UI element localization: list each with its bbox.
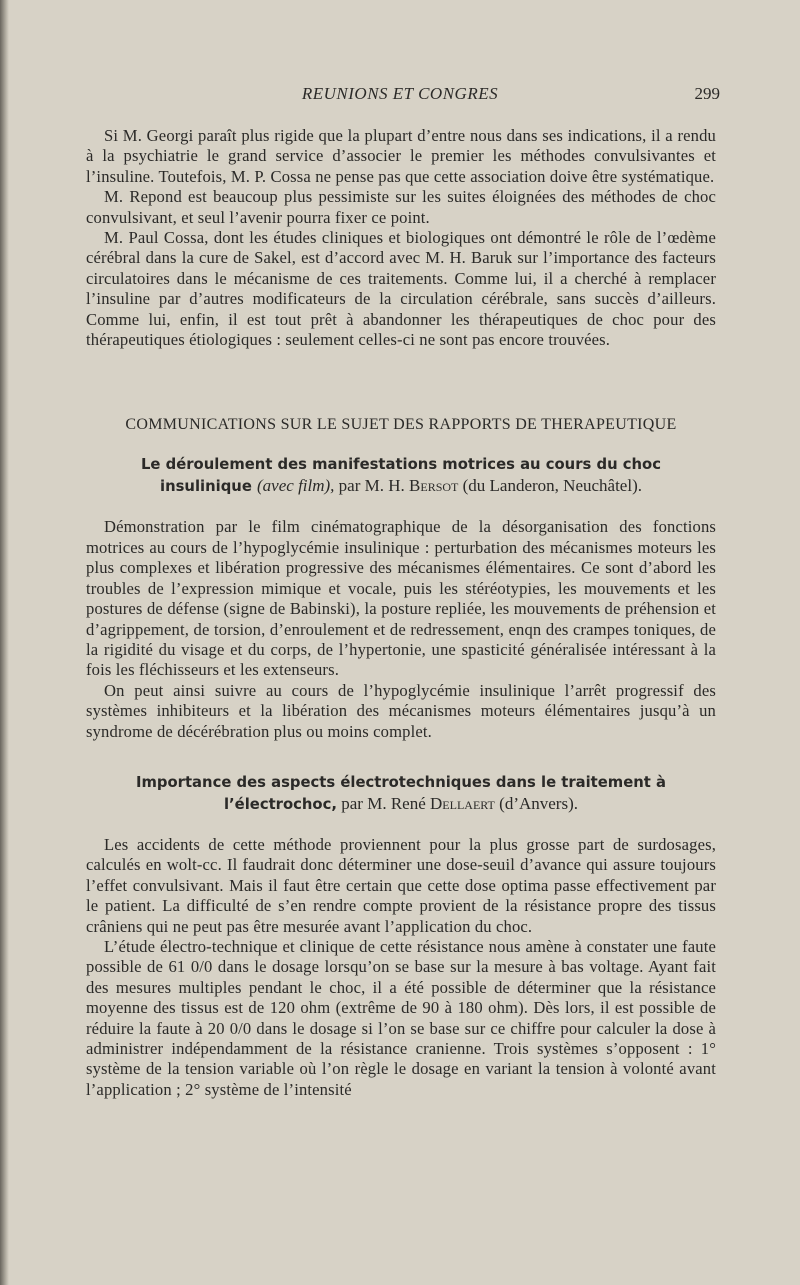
page-header xyxy=(0,84,800,108)
section-heading: COMMUNICATIONS SUR LE SUJET DES RAPPORTS DE THERAPEUTIQUE xyxy=(125,416,677,434)
body-paragraph: M. Repond est beaucoup plus pessimiste sur les suites éloignées des méthodes de choc convulsivant, et seul l’avenir pourra fixer ce point. xyxy=(86,187,716,227)
article-title-note: (avec film), xyxy=(257,476,335,496)
body-paragraph: L’étude électro-technique et clinique de cette résistance nous amène à constater une faute possible de 61 0/0 dans le dosage lorsqu’on se base sur la mesure à bas voltage. Ayant fait des mesures multiples pendant le choc, il a été possible de déterminer que la résistance moyenne des tissus est de 120 ohm (extrême de 90 à 180 ohm). Dès lors, il est possible de réduire la faute à 20 0/0 dans le dosage si l’on se base sur ce chiffre pour calculer la dose à administrer indépendamment de la résistance cranienne. Trois systèmes s’opposent : 1° système de la tension variable où l’on règle le dosage en variant la tension à volonté avant l’application ; 2° système de l’intensité xyxy=(86,936,716,1099)
article-title-main: Le déroulement des manifestations motrices au cours du choc insulinique xyxy=(140,456,661,496)
article-author: Bersot xyxy=(409,476,459,496)
body-paragraph: Démonstration par le film cinématographique de la désorganisation des fonctions motrices au cours de l’hypoglycémie insulinique : perturbation des mécanismes moteurs les plus complexes et libération progressive des mécanismes élémentaires. Ce sont d’abord les troubles de l’expression mimique et vocale, puis les stéréotypies, les mouvements et les postures de défense (signe de Babinski), la posture repliée, les mouvements de préhension et d’agrippement, de torsion, d’enroulement et de redressement, enqn des crampes toniques, de la rigidité du visage et du corps, de l’hypertonie, une spasticité généralisée intéressant à la fois les fléchisseurs et les extenseurs. xyxy=(86,517,716,680)
running-title: REUNIONS ET CONGRES xyxy=(301,84,499,103)
article-title-main: Importance des aspects électrotechniques dans le traitement à l’électrochoc, xyxy=(136,773,666,813)
body-paragraph: M. Paul Cossa, dont les études cliniques et biologiques ont démontré le rôle de l’œdème cérébral dans la cure de Sakel, est d’accord avec M. H. Baruk sur l’importance des facteurs circulatoires dans le mécanisme de ces traitements. Comme lui, il a cherché à remplacer l’insuline par d’autres modificateurs de la circulation cérébrale, sans succès d’ailleurs. Comme lui, enfin, il est tout prêt à abandonner les thérapeutiques de choc pour des thérapeutiques étiologiques : seulement celles-ci ne sont pas encore trouvées. xyxy=(86,228,716,350)
article-affiliation: (du Landeron, Neuchâtel). xyxy=(458,476,642,496)
article-title-by: par M. René xyxy=(337,793,431,813)
article-title-by: par M. H. xyxy=(334,476,410,496)
article-title xyxy=(86,454,716,497)
article-affiliation: (d’Anvers). xyxy=(494,793,578,813)
body-paragraph: Les accidents de cette méthode proviennent pour la plus grosse part de surdosages, calculés en wolt-cc. Il faudrait donc déterminer une dose-seuil d’avance qui assure toujours l’effet convulsivant. Mais il faut être certain que cette dose optima passe effectivement par le patient. La difficulté de s’en rendre compte provient de la résistance propre des tissus crâniens qui ne peut pas être mesurée avant l’application du choc. xyxy=(86,834,716,936)
page-number: 299 xyxy=(694,84,720,103)
body-paragraph: On peut ainsi suivre au cours de l’hypoglycémie insulinique l’arrêt progressif des systèmes inhibiteurs et la libération des mécanismes moteurs élémentaires jusqu’à un syndrome de décérébration plus ou moins complet. xyxy=(86,680,716,741)
body-paragraph: Si M. Georgi paraît plus rigide que la plupart d’entre nous dans ses indications, il a rendu à la psychiatrie le grand service d’associer le premier les méthodes convulsivantes et l’insuline. Toutefois, M. P. Cossa ne pense pas que cette association doive être systématique. xyxy=(86,126,716,186)
article-title xyxy=(86,772,716,815)
page-body xyxy=(86,126,716,1100)
article-author: Dellaert xyxy=(430,793,495,813)
